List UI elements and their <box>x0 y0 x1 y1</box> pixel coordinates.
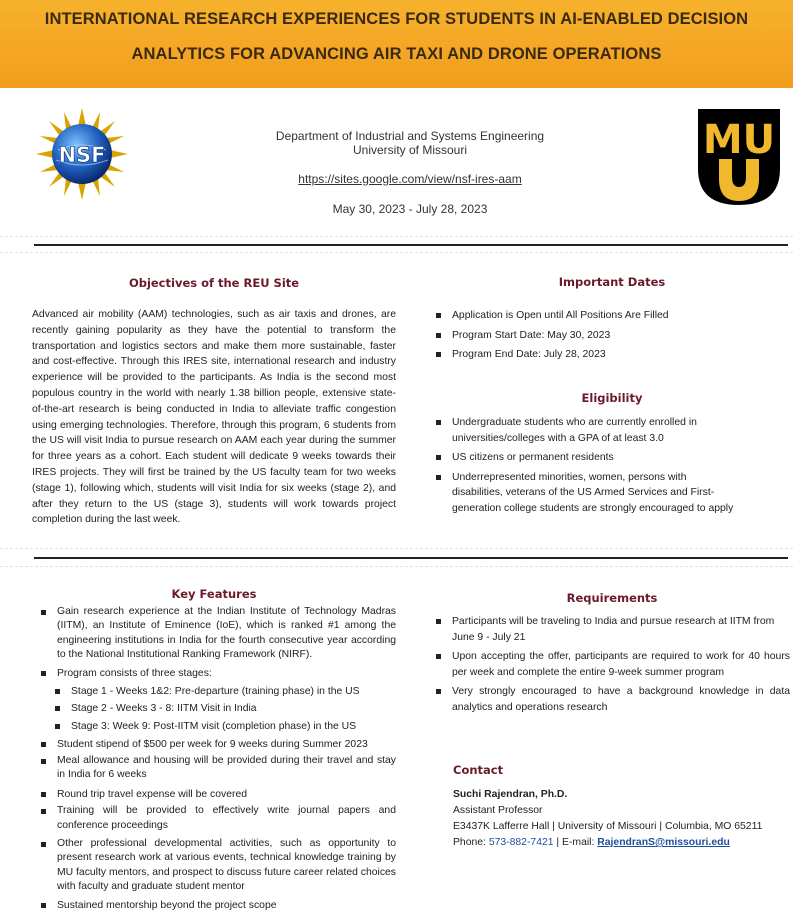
list-item: Upon accepting the offer, participants are required to work for 40 hours per week and complete the entire 9-week summer program <box>432 649 790 680</box>
department-block <box>210 129 610 157</box>
phone-label: Phone: <box>453 837 489 848</box>
contact-address: E3437K Lafferre Hall | University of Missouri | Columbia, MO 65211 <box>453 821 763 832</box>
important-dates-list <box>432 308 792 363</box>
contact-heading: Contact <box>453 763 504 777</box>
objectives-heading: Objectives of the REU Site <box>128 276 300 290</box>
list-item: Program End Date: July 28, 2023 <box>432 347 792 363</box>
list-item: Application is Open until All Positions Are Filled <box>432 308 792 324</box>
title-banner <box>0 0 793 88</box>
list-item: Undergraduate students who are currently enrolled in universities/colleges with a GPA of at least 3.0 <box>432 415 737 446</box>
list-item: Stage 2 - Weeks 3 - 8: IITM Visit in India <box>37 701 396 717</box>
list-item: Sustained mentorship beyond the project scope <box>37 898 396 914</box>
university-name: University of Missouri <box>352 143 468 157</box>
phone-link[interactable]: 573-882-7421 <box>488 837 554 848</box>
eligibility-heading: Eligibility <box>581 391 643 405</box>
contact-role: Assistant Professor <box>453 805 543 816</box>
key-features-list <box>37 605 396 914</box>
mu-logo <box>698 109 780 205</box>
contact-block <box>453 787 762 851</box>
list-item: Gain research experience at the Indian Institute of Technology Madras (IITM), an Institute of Eminence (IoE), which is ranked #1 among the engineering institutions in India for the fourth consecutive year according to the National Institutional Ranking Framework (NIRF). <box>37 605 396 662</box>
eligibility-list <box>432 415 737 517</box>
list-item: Participants will be traveling to India and pursue research at IITM from June 9 - July 21 <box>432 614 790 645</box>
list-item: Very strongly encouraged to have a background knowledge in data analytics and operations research <box>432 684 790 715</box>
objectives-text: Advanced air mobility (AAM) technologies, such as air taxis and drones, are recently gaining popularity as they have the potential to transform the transportation and logistics sectors and make them more sustainable, faster and cost-effective. Through this IRES site, international research and industry experience will be provided to the participants. As India is the second most populous country in the world with nearly 1.38 billion people, extensive state-of-the-art research is being conducted in India to alleviate traffic congestion using emerging technologies. Therefore, through this program, 6 students from the US will visit India to pursue research on AAM each year during the summer for three years as a cohort. Each student will dedicate 9 weeks towards their IRES projects. They will first be trained by the US faculty team for two weeks (stage 1), following which, students will visit India for six weeks (stage 2), and after they return to the US (stage 3), students will work towards project completion during the last week. <box>32 309 396 526</box>
mu-logo-text: MU <box>702 117 776 163</box>
section-divider <box>34 557 788 559</box>
program-dates: May 30, 2023 - July 28, 2023 <box>332 202 488 216</box>
site-url-link[interactable]: https://sites.google.com/view/nsf-ires-aam <box>298 172 522 186</box>
list-item: US citizens or permanent residents <box>432 450 737 466</box>
dotted-separator <box>0 566 793 567</box>
list-item: Stage 3: Week 9: Post-IITM visit (completion phase) in the US <box>37 719 396 735</box>
list-item: Training will be provided to effectively write journal papers and conference proceedings <box>37 804 396 833</box>
dotted-separator <box>0 548 793 549</box>
list-item: Stage 1 - Weeks 1&2: Pre-departure (training phase) in the US <box>37 684 396 700</box>
nsf-logo <box>34 106 130 202</box>
department-name: Department of Industrial and Systems Engineering <box>275 129 545 143</box>
email-link[interactable]: RajendranS@missouri.edu <box>597 837 730 848</box>
banner-title-line-1: INTERNATIONAL RESEARCH EXPERIENCES FOR STUDENTS IN AI-ENABLED DECISION <box>44 10 749 28</box>
list-item: Program Start Date: May 30, 2023 <box>432 328 792 344</box>
list-item: Program consists of three stages: <box>37 666 396 682</box>
requirements-heading: Requirements <box>566 591 658 605</box>
important-dates-heading: Important Dates <box>558 275 666 289</box>
contact-name: Suchi Rajendran, Ph.D. <box>453 789 568 800</box>
dotted-separator <box>0 236 793 237</box>
key-features-heading: Key Features <box>171 587 257 601</box>
dotted-separator <box>0 252 793 253</box>
banner-title-line-2: ANALYTICS FOR ADVANCING AIR TAXI AND DRONE OPERATIONS <box>131 45 662 63</box>
list-item: Other professional developmental activities, such as opportunity to present research work at various events, technical knowledge training by MU faculty mentors, and prospect to discuss future career related choices with faculty and graduate student mentor <box>37 837 396 894</box>
email-label: | E-mail: <box>553 837 598 848</box>
list-item: Underrepresented minorities, women, persons with disabilities, veterans of the US Armed Services and First-generation college students are strongly encouraged to apply <box>432 470 737 517</box>
section-divider <box>34 244 788 246</box>
list-item: Round trip travel expense will be covered <box>37 787 396 803</box>
contact-phone-email-line <box>453 835 762 851</box>
list-item: Student stipend of $500 per week for 9 weeks during Summer 2023 <box>37 737 396 753</box>
list-item: Meal allowance and housing will be provided during their travel and stay in India for 6 weeks <box>37 754 396 783</box>
requirements-list <box>432 614 790 716</box>
nsf-logo-text: NSF <box>58 143 106 167</box>
